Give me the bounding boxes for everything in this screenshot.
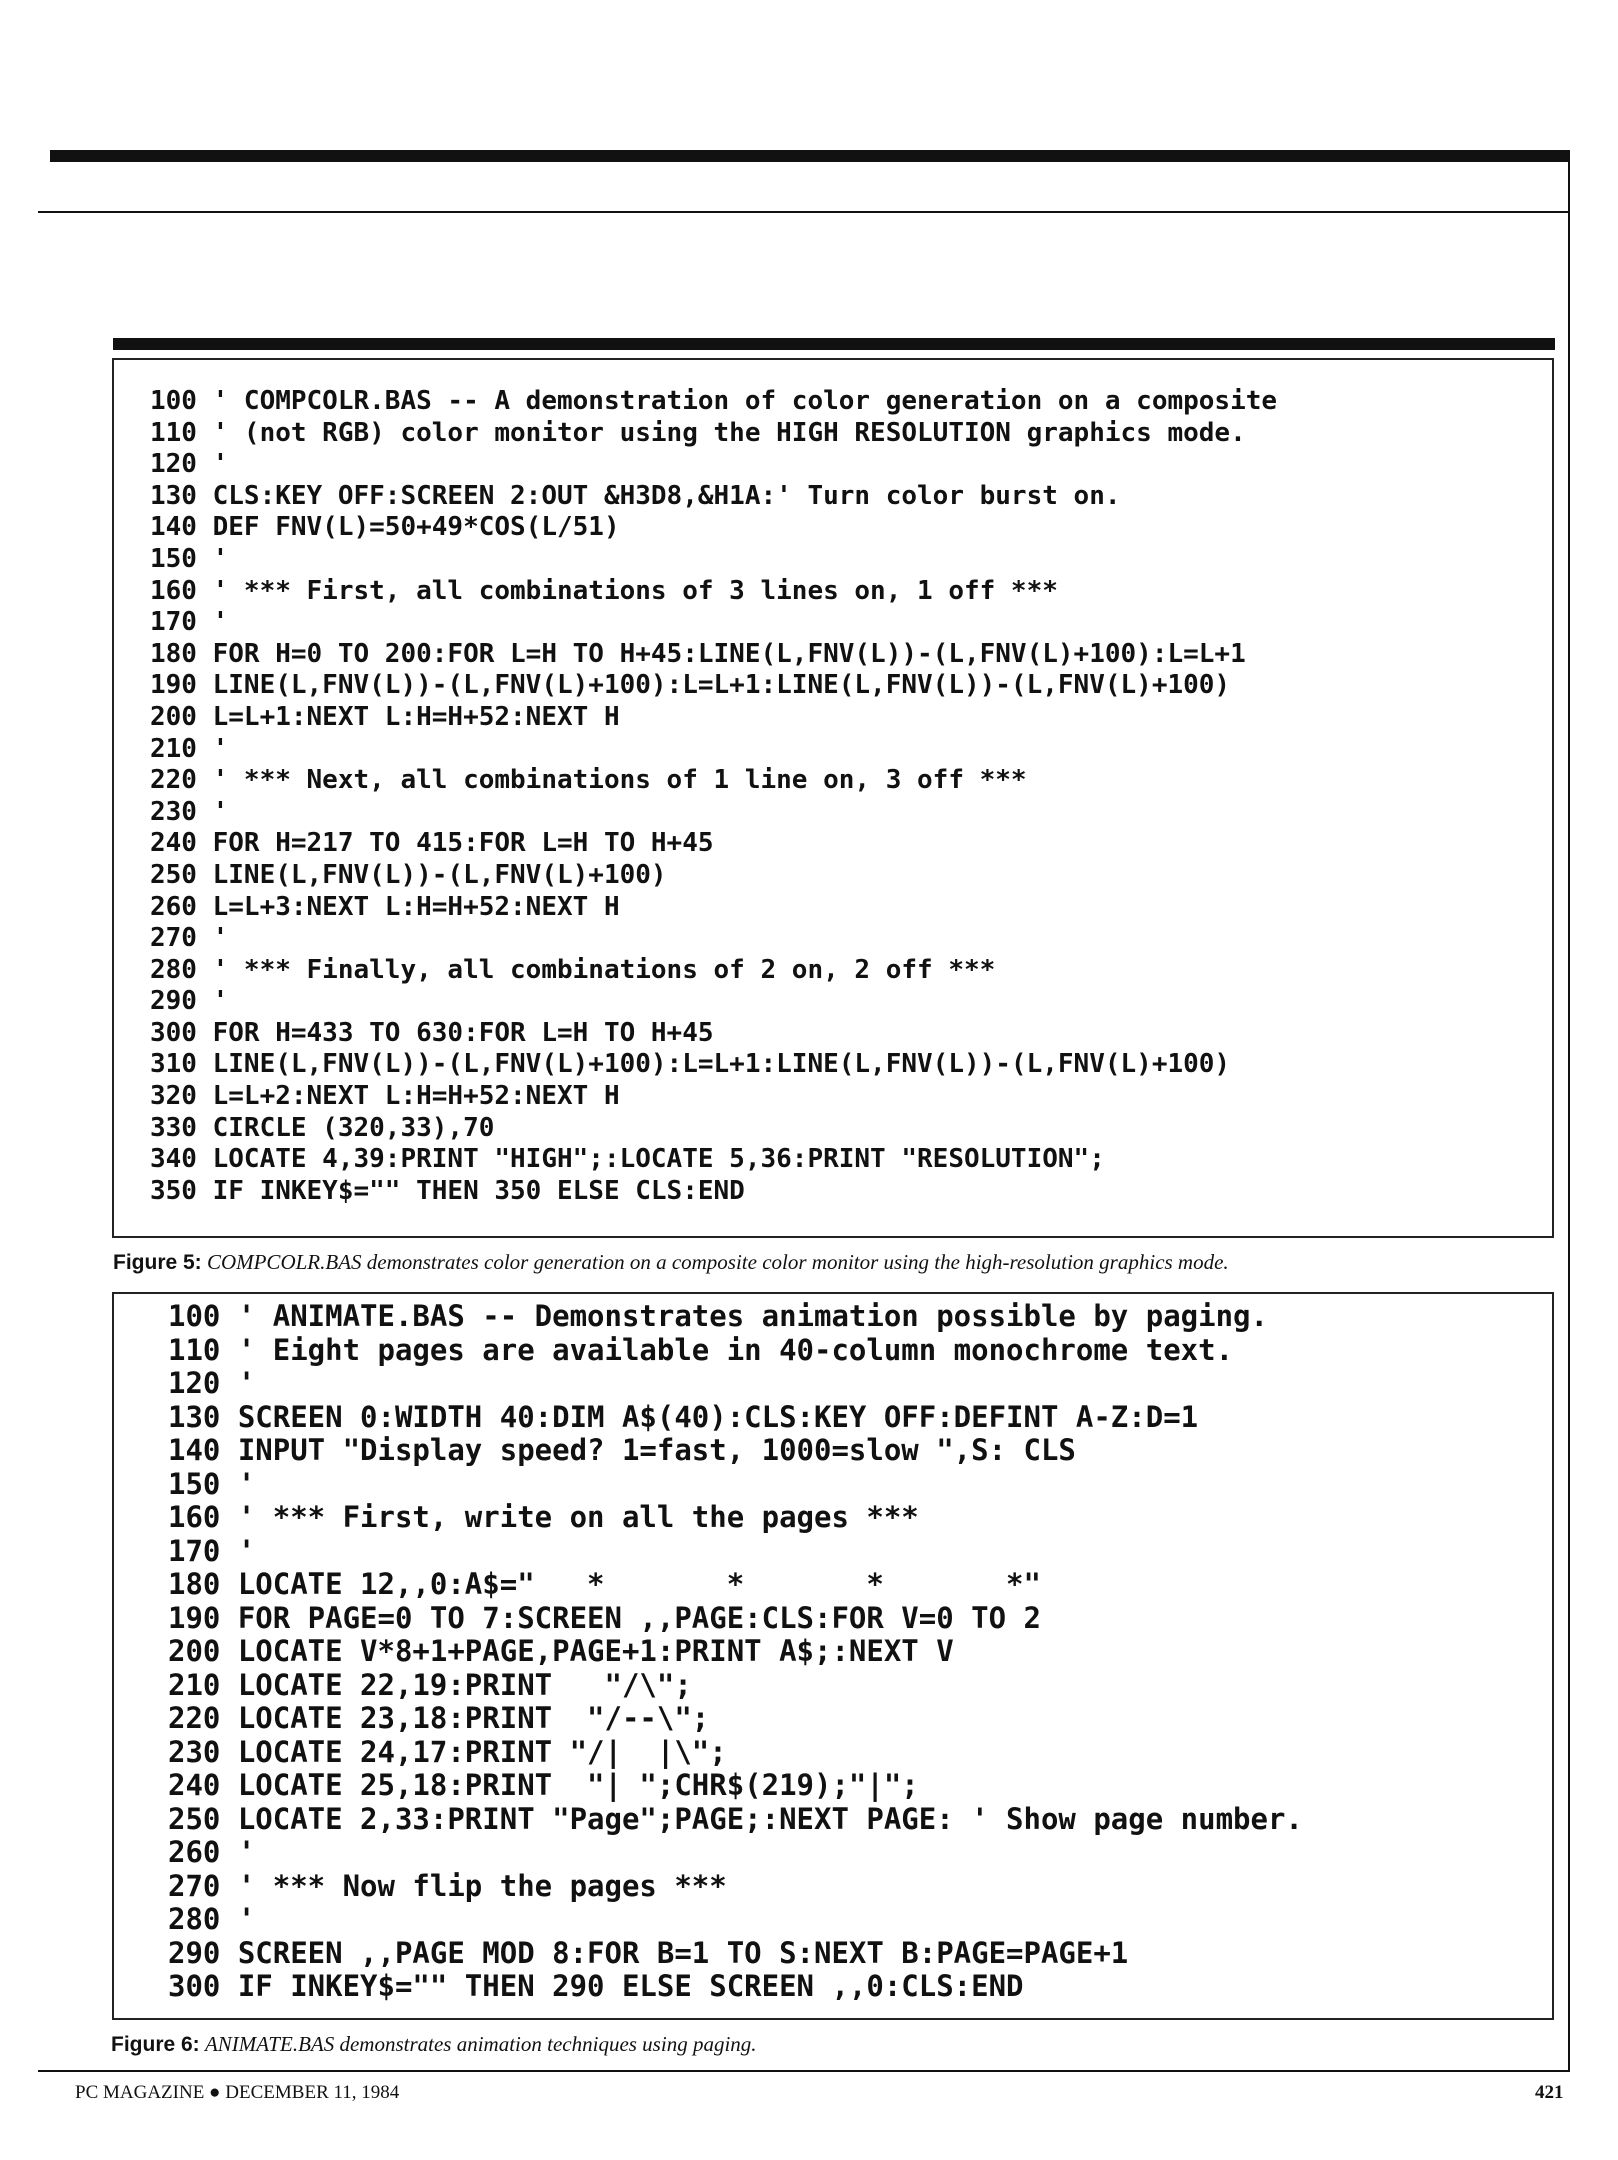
- code-line: 260 ': [168, 1835, 256, 1869]
- figure-header-rule: [113, 338, 1555, 350]
- code-line: 290 SCREEN ,,PAGE MOD 8:FOR B=1 TO S:NEXT B:PAGE=PAGE+1: [168, 1935, 1129, 1970]
- code-line: 310 LINE(L,FNV(L))-(L,FNV(L)+100):L=L+1:LINE(L,FNV(L))-(L,FNV(L)+100): [150, 1049, 1231, 1080]
- code-line: 230 LOCATE 24,17:PRINT "/| |\";: [168, 1734, 727, 1769]
- code-line: 250 LINE(L,FNV(L))-(L,FNV(L)+100): [150, 859, 667, 890]
- code-line: 130 SCREEN 0:WIDTH 40:DIM A$(40):CLS:KEY OFF:DEFINT A-Z:D=1: [168, 1399, 1199, 1434]
- figure-6-caption-text: ANIMATE.BAS demonstrates animation techniques using paging.: [204, 2032, 757, 2056]
- code-line: 190 LINE(L,FNV(L))-(L,FNV(L)+100):L=L+1:LINE(L,FNV(L))-(L,FNV(L)+100): [150, 670, 1231, 701]
- figure-5-caption-label: Figure 5:: [113, 1251, 202, 1274]
- code-line: 350 IF INKEY$="" THEN 350 ELSE CLS:END: [150, 1175, 745, 1206]
- code-line: 240 FOR H=217 TO 415:FOR L=H TO H+45: [150, 828, 714, 859]
- code-line: 200 L=L+1:NEXT L:H=H+52:NEXT H: [150, 701, 620, 732]
- code-line: 120 ': [168, 1366, 256, 1400]
- figure-5-caption: [113, 1250, 1229, 1275]
- code-line: 280 ': [168, 1902, 256, 1936]
- code-line: 220 LOCATE 23,18:PRINT "/--\";: [168, 1701, 710, 1735]
- figure-5-caption-text: COMPCOLR.BAS demonstrates color generation on a composite color monitor using the high-resolution graphics mode.: [206, 1250, 1229, 1274]
- figure-5-code-listing: [150, 386, 1277, 1207]
- code-line: 170 ': [168, 1533, 256, 1568]
- code-line: 150 ': [150, 543, 229, 574]
- code-line: 340 LOCATE 4,39:PRINT "HIGH";:LOCATE 5,36:PRINT "RESOLUTION";: [150, 1144, 1105, 1175]
- code-line: 300 FOR H=433 TO 630:FOR L=H TO H+45: [150, 1017, 714, 1048]
- code-line: 150 ': [168, 1466, 256, 1501]
- code-line: 240 LOCATE 25,18:PRINT "| ";CHR$(219);"|";: [168, 1768, 919, 1802]
- code-line: 220 ' *** Next, all combinations of 1 line on, 3 off ***: [150, 765, 1027, 796]
- code-line: 140 INPUT "Display speed? 1=fast, 1000=slow ",S: CLS: [168, 1433, 1076, 1467]
- code-line: 170 ': [150, 607, 229, 638]
- code-line: 210 ': [150, 733, 229, 764]
- top-thin-rule: [38, 211, 1570, 213]
- code-line: 190 FOR PAGE=0 TO 7:SCREEN ,,PAGE:CLS:FOR V=0 TO 2: [168, 1600, 1041, 1635]
- footer-page-number: 421: [1535, 2082, 1564, 2103]
- code-line: 120 ': [150, 449, 229, 480]
- code-line: 270 ': [150, 923, 229, 954]
- figure-6-caption-label: Figure 6:: [111, 2033, 200, 2056]
- code-line: 160 ' *** First, write on all the pages ***: [168, 1500, 919, 1534]
- code-line: 180 LOCATE 12,,0:A$=" * * * *": [168, 1567, 1041, 1601]
- code-line: 200 LOCATE V*8+1+PAGE,PAGE+1:PRINT A$;:NEXT V: [168, 1634, 954, 1668]
- figure-6-caption: [111, 2032, 757, 2057]
- right-margin-rule: [1568, 150, 1570, 2070]
- code-line: 160 ' *** First, all combinations of 3 lines on, 1 off ***: [150, 575, 1058, 606]
- code-line: 110 ' Eight pages are available in 40-column monochrome text.: [168, 1332, 1234, 1367]
- code-line: 280 ' *** Finally, all combinations of 2 on, 2 off ***: [150, 954, 996, 985]
- code-line: 130 CLS:KEY OFF:SCREEN 2:OUT &H3D8,&H1A:' Turn color burst on.: [150, 480, 1121, 511]
- code-line: 260 L=L+3:NEXT L:H=H+52:NEXT H: [150, 891, 620, 922]
- footer-publication: PC MAGAZINE ● DECEMBER 11, 1984: [75, 2082, 400, 2103]
- code-line: 180 FOR H=0 TO 200:FOR L=H TO H+45:LINE(L,FNV(L))-(L,FNV(L)+100):L=L+1: [150, 638, 1246, 669]
- code-line: 320 L=L+2:NEXT L:H=H+52:NEXT H: [150, 1081, 620, 1112]
- code-line: 290 ': [150, 986, 229, 1017]
- code-line: 140 DEF FNV(L)=50+49*COS(L/51): [150, 512, 620, 543]
- code-line: 210 LOCATE 22,19:PRINT "/\";: [168, 1667, 692, 1702]
- top-thick-rule: [50, 150, 1570, 162]
- code-line: 270 ' *** Now flip the pages ***: [168, 1868, 727, 1903]
- footer-rule: [38, 2070, 1570, 2072]
- code-line: 100 ' COMPCOLR.BAS -- A demonstration of color generation on a composite: [150, 386, 1278, 416]
- code-line: 230 ': [150, 796, 229, 827]
- code-line: 110 ' (not RGB) color monitor using the HIGH RESOLUTION graphics mode.: [150, 417, 1246, 448]
- code-line: 300 IF INKEY$="" THEN 290 ELSE SCREEN ,,0:CLS:END: [168, 1969, 1024, 2003]
- code-line: 250 LOCATE 2,33:PRINT "Page";PAGE;:NEXT PAGE: ' Show page number.: [168, 1801, 1303, 1836]
- figure-6-code-listing: [168, 1300, 1303, 2004]
- code-line: 100 ' ANIMATE.BAS -- Demonstrates animation possible by paging.: [168, 1299, 1268, 1333]
- code-line: 330 CIRCLE (320,33),70: [150, 1112, 495, 1143]
